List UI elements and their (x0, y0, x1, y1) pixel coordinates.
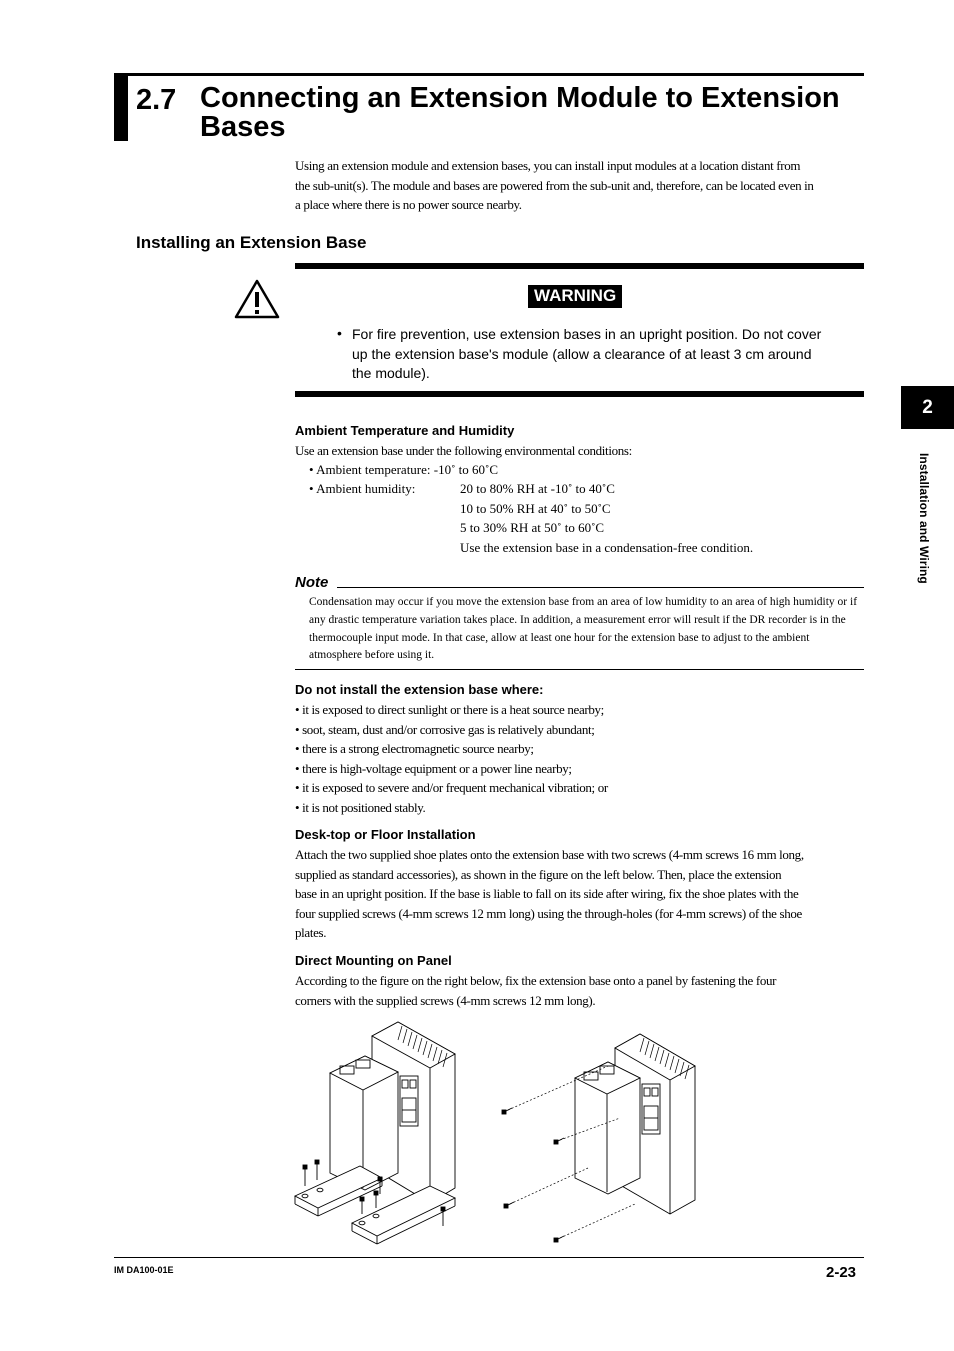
screw-icon (502, 1108, 564, 1242)
desktop-text: Attach the two supplied shoe plates onto the extension base with two screws (4-mm screws 16 mm long, supplied as standard accessories), as shown in the figure on the left below. Then, place the extension base in an upright position. If the base is liable to fall on its side after wiring, fix the shoe plates with the four supplied screws (4-mm screws 12 mm long) using the through-holes (for 4-mm screws) of the shoe plates. (295, 847, 804, 940)
chapter-tab-label: Installation and Wiring (917, 453, 931, 584)
section-number: 2.7 (136, 84, 177, 116)
list-item: • soot, steam, dust and/or corrosive gas is relatively abundant; (295, 721, 595, 737)
intro-paragraph: Using an extension module and extension bases, you can install input modules at a location distant from the sub-unit(s). The module and bases are powered from the sub-unit and, therefore, can be located even in a place where there is no power source nearby. (295, 158, 814, 212)
do-not-install-heading: Do not install the extension base where: (295, 682, 544, 697)
warning-label: WARNING (528, 285, 622, 308)
note-text: Condensation may occur if you move the extension base from an area of low humidity to an area of high humidity or if any drastic temperature variation takes place. In addition, a measurement error will result if the DR recorder is in the thermocouple input mode. In that case, allow at least one hour for the extension base to adjust to the ambient atmosphere before using it. (309, 596, 858, 662)
warning-text: For fire prevention, use extension bases in an upright position. Do not cover up the extension base's module (allow a clearance of at least 3 cm around the module). (352, 326, 822, 381)
ambient-heading: Ambient Temperature and Humidity (295, 423, 515, 438)
ambient-intro: Use an extension base under the following environmental conditions: (295, 443, 632, 458)
page-number: 2-23 (826, 1264, 857, 1281)
title-bar-marker (114, 75, 128, 141)
humidity-value: 5 to 30% RH at 50˚ to 60˚C (460, 520, 605, 535)
warning-top-rule (295, 263, 864, 269)
note-label: Note (295, 574, 329, 591)
panel-heading: Direct Mounting on Panel (295, 953, 452, 968)
list-item: • it is exposed to severe and/or frequent mechanical vibration; or (295, 780, 608, 795)
footer-doc-id: IM DA100-01E (114, 1265, 174, 1275)
installation-figure (290, 1018, 710, 1248)
humidity-value: 10 to 50% RH at 40˚ to 50˚C (460, 500, 611, 516)
warning-bottom-rule (295, 391, 864, 397)
ambient-humidity-label: • Ambient humidity: (309, 481, 416, 496)
humidity-value: 20 to 80% RH at -10˚ to 40˚C (460, 481, 615, 496)
extension-base-panel-illustration (502, 1034, 695, 1242)
do-not-install-list (295, 700, 795, 817)
humidity-value: Use the extension base in a condensation-free condition. (460, 539, 754, 555)
warning-triangle-icon (233, 278, 281, 320)
ambient-temperature: • Ambient temperature: -10˚ to 60˚C (309, 462, 499, 477)
title-rule (114, 73, 864, 76)
list-item: • it is not positioned stably. (295, 799, 426, 815)
extension-base-desktop-illustration (295, 1022, 455, 1244)
installing-heading: Installing an Extension Base (136, 233, 367, 252)
panel-text: According to the figure on the right below, fix the extension base onto a panel by fastening the four corners with the supplied screws (4-mm screws 12 mm long). (295, 973, 777, 1008)
warning-bullet: • (337, 325, 342, 341)
section-title: Connecting an Extension Module to Extension Bases (200, 82, 840, 143)
note-top-rule (337, 587, 864, 588)
desktop-heading: Desk-top or Floor Installation (295, 827, 476, 842)
ambient-humidity-values (460, 479, 840, 557)
note-bottom-rule (295, 669, 864, 670)
list-item: • there is high-voltage equipment or a power line nearby; (295, 760, 572, 776)
list-item: • it is exposed to direct sunlight or there is a heat source nearby; (295, 702, 604, 717)
footer-rule (114, 1257, 864, 1258)
chapter-tab: 2 (901, 386, 954, 429)
list-item: • there is a strong electromagnetic source nearby; (295, 741, 534, 756)
